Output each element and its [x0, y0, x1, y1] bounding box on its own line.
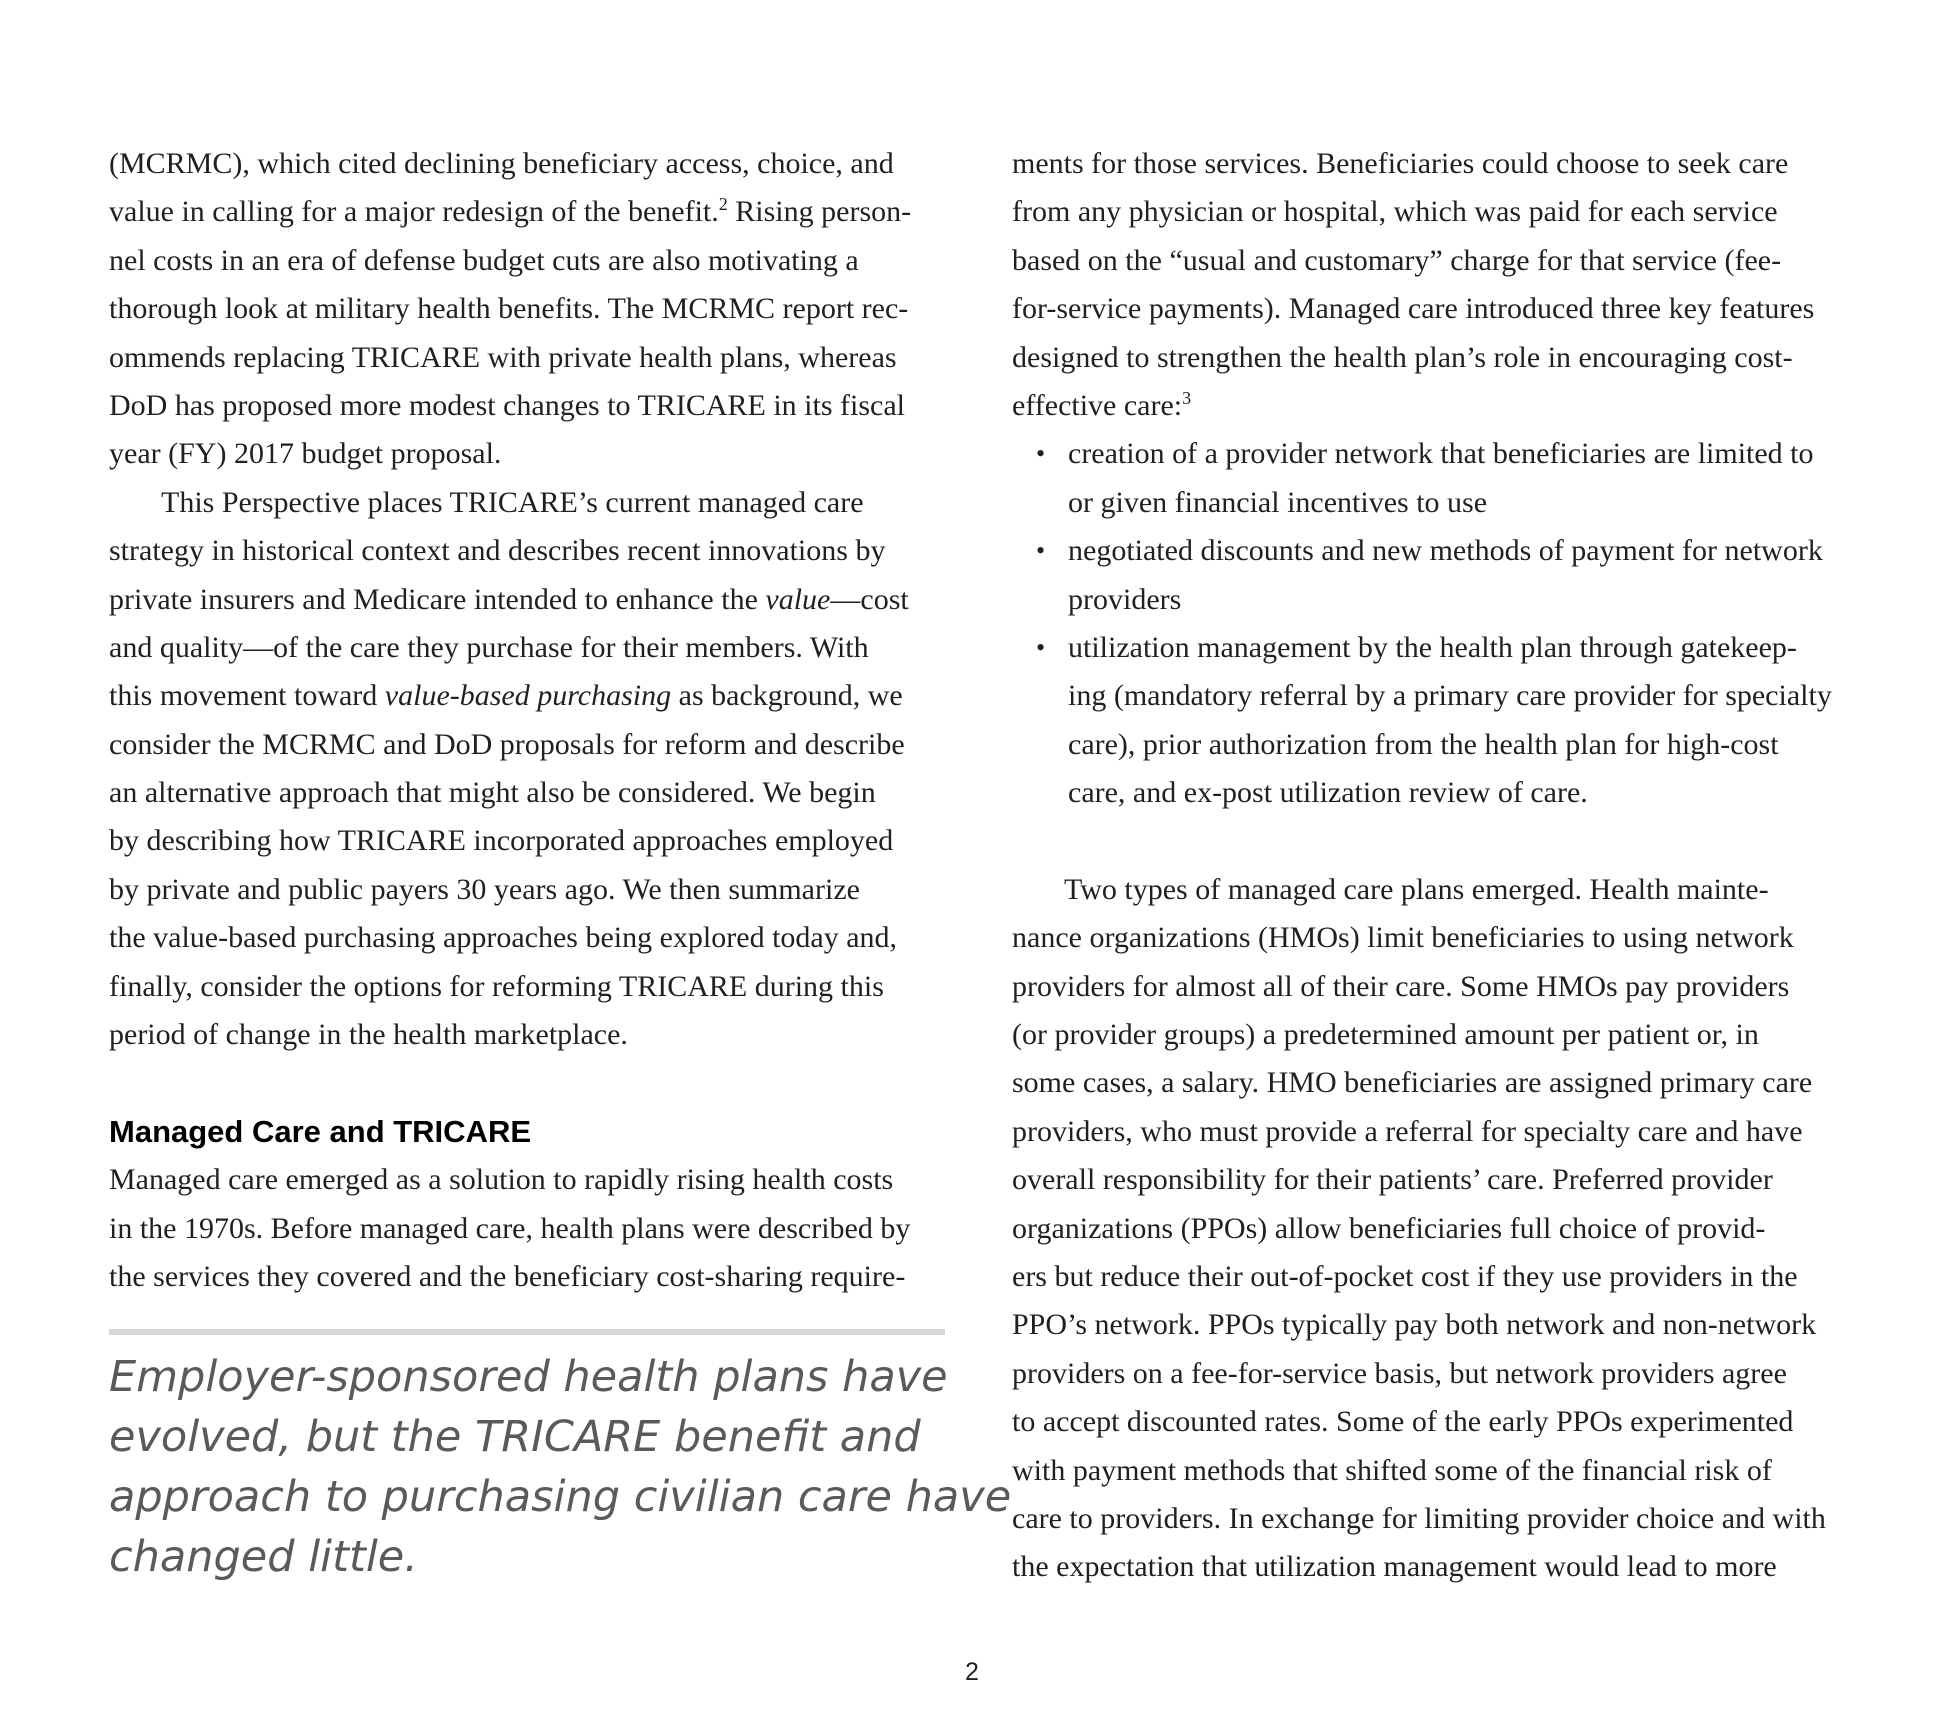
- bullet-item: [1012, 527, 1852, 624]
- text-line: the services they covered and the beneficiary cost-sharing require-: [109, 1259, 906, 1293]
- text-segment: value in calling for a major redesign of the benefit.: [109, 195, 719, 229]
- plan-types-paragraph: [1012, 866, 1852, 1592]
- text-line: providers, who must provide a referral for specialty care and have: [1012, 1114, 1803, 1148]
- text-line: [109, 188, 949, 236]
- text-line: ments for those services. Beneficiaries could choose to seek care: [1012, 147, 1789, 180]
- text-line: by describing how TRICARE incorporated approaches employed: [109, 824, 894, 858]
- pull-quote: [109, 1347, 1012, 1587]
- text-segment: as background, we: [671, 679, 903, 713]
- text-line: providers for almost all of their care. Some HMOs pay providers: [1012, 969, 1790, 1003]
- text-line: strategy in historical context and describes recent innovations by: [109, 534, 886, 568]
- bullet-list: [1012, 430, 1852, 817]
- text-line: finally, consider the options for reforming TRICARE during this: [109, 969, 884, 1003]
- right-column: [1012, 140, 1852, 1592]
- text-line: This Perspective places TRICARE’s current managed care: [161, 485, 864, 519]
- text-line: consider the MCRMC and DoD proposals for reform and describe: [109, 727, 905, 761]
- text-line: ommends replacing TRICARE with private health plans, whereas: [109, 340, 897, 374]
- text-line: from any physician or hospital, which was paid for each service: [1012, 195, 1778, 229]
- bullet-line: [1012, 624, 1852, 672]
- bullet-glyph: •: [1036, 439, 1046, 469]
- spacer: [109, 1059, 949, 1107]
- left-column: [109, 140, 949, 1301]
- text-line: period of change in the health marketplace.: [109, 1018, 628, 1052]
- bullet-line: or given financial incentives to use: [1068, 485, 1488, 519]
- pull-quote-line: evolved, but the TRICARE benefit and: [109, 1412, 921, 1462]
- text-segment: this movement toward: [109, 679, 385, 713]
- text-line: the value-based purchasing approaches being explored today and,: [109, 921, 898, 955]
- emphasis-text: value-based purchasing: [384, 679, 672, 713]
- text-line: PPO’s network. PPOs typically pay both network and non-network: [1012, 1308, 1817, 1342]
- bullet-line: ing (mandatory referral by a primary care provider for specialty: [1068, 679, 1832, 713]
- pull-quote-line: Employer-sponsored health plans have: [109, 1352, 948, 1402]
- text-line: (MCRMC), which cited declining beneficiary access, choice, and: [109, 147, 894, 180]
- intro-paragraph: [109, 140, 949, 479]
- text-line: in the 1970s. Before managed care, health plans were described by: [109, 1211, 911, 1245]
- page-number: 2: [965, 1658, 979, 1686]
- spacer: [1012, 817, 1852, 865]
- text-segment: Rising person-: [727, 195, 912, 229]
- text-line: overall responsibility for their patients’ care. Preferred provider: [1012, 1163, 1773, 1197]
- text-segment: —cost: [830, 582, 909, 616]
- bullet-item: [1012, 624, 1852, 818]
- text-line: (or provider groups) a predetermined amount per patient or, in: [1012, 1018, 1759, 1052]
- pull-quote-line: approach to purchasing civilian care have: [109, 1472, 1012, 1522]
- bullet-line: care), prior authorization from the health plan for high-cost: [1068, 727, 1779, 761]
- continuation-paragraph: [1012, 140, 1852, 430]
- text-line: based on the “usual and customary” charge for that service (fee-: [1012, 243, 1782, 277]
- bullet-line: providers: [1068, 582, 1182, 616]
- bullet-line: care, and ex-post utilization review of care.: [1068, 776, 1588, 810]
- bullet-text: utilization management by the health plan through gatekeep-: [1068, 630, 1797, 664]
- bullet-glyph: •: [1036, 632, 1046, 662]
- text-line: some cases, a salary. HMO beneficiaries are assigned primary care: [1012, 1066, 1813, 1100]
- footnote-ref: 2: [718, 194, 728, 215]
- text-line: year (FY) 2017 budget proposal.: [109, 437, 502, 471]
- text-line: to accept discounted rates. Some of the early PPOs experimented: [1012, 1405, 1794, 1439]
- text-line: [109, 576, 949, 624]
- text-line: Two types of managed care plans emerged. Health mainte-: [1064, 872, 1769, 906]
- text-line: providers on a fee-for-service basis, but network providers agree: [1012, 1356, 1787, 1390]
- text-line: an alternative approach that might also be considered. We begin: [109, 776, 876, 810]
- section-heading: Managed Care and TRICARE: [109, 1113, 532, 1149]
- bullet-line: [1012, 527, 1852, 575]
- text-line: nance organizations (HMOs) limit beneficiaries to using network: [1012, 921, 1794, 955]
- bullet-text: creation of a provider network that beneficiaries are limited to: [1068, 437, 1814, 471]
- bullet-item: [1012, 430, 1852, 527]
- text-segment: effective care:: [1012, 388, 1183, 422]
- emphasis-text: value: [765, 582, 831, 616]
- text-line: organizations (PPOs) allow beneficiaries full choice of provid-: [1012, 1211, 1766, 1245]
- text-line: thorough look at military health benefits. The MCRMC report rec-: [109, 292, 909, 326]
- perspective-paragraph: [109, 479, 949, 1060]
- text-line: and quality—of the care they purchase for their members. With: [109, 630, 869, 664]
- managed-care-paragraph: [109, 1156, 949, 1301]
- text-line: ers but reduce their out-of-pocket cost if they use providers in the: [1012, 1259, 1798, 1293]
- text-segment: private insurers and Medicare intended to enhance the: [109, 582, 766, 616]
- pull-quote-rule: [109, 1329, 945, 1335]
- text-line: the expectation that utilization management would lead to more: [1012, 1550, 1777, 1584]
- bullet-text: negotiated discounts and new methods of payment for network: [1068, 534, 1823, 568]
- text-line: [109, 672, 949, 720]
- bullet-line: [1012, 430, 1852, 478]
- text-line: [1012, 382, 1852, 430]
- text-line: with payment methods that shifted some of the financial risk of: [1012, 1453, 1772, 1487]
- bullet-glyph: •: [1036, 536, 1046, 566]
- text-line: by private and public payers 30 years ago. We then summarize: [109, 872, 860, 906]
- pull-quote-line: changed little.: [109, 1532, 418, 1582]
- text-line: nel costs in an era of defense budget cuts are also motivating a: [109, 243, 859, 277]
- text-line: designed to strengthen the health plan’s role in encouraging cost-: [1012, 340, 1793, 374]
- text-line: care to providers. In exchange for limiting provider choice and with: [1012, 1501, 1826, 1535]
- text-line: DoD has proposed more modest changes to TRICARE in its fiscal: [109, 388, 905, 422]
- text-line: Managed care emerged as a solution to rapidly rising health costs: [109, 1163, 894, 1197]
- text-line: for-service payments). Managed care introduced three key features: [1012, 292, 1815, 326]
- footnote-ref: 3: [1182, 387, 1192, 408]
